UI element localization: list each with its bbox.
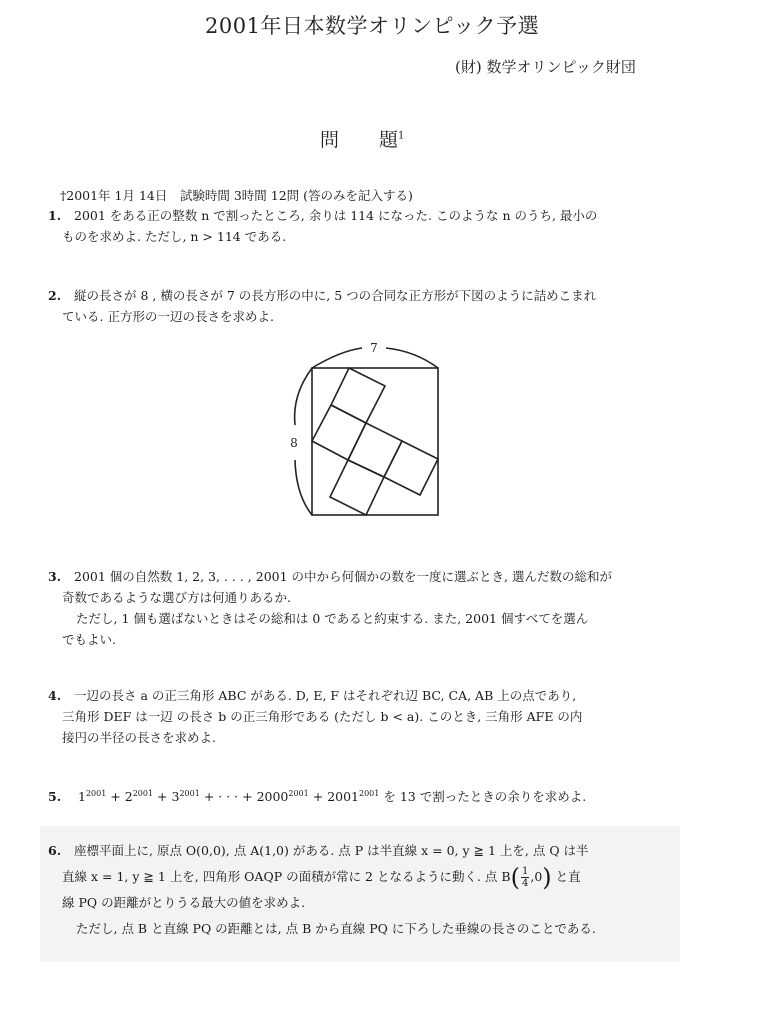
problem-6 <box>48 838 688 942</box>
problem-number: 3. <box>48 569 62 584</box>
problem-number: 5. <box>48 789 62 805</box>
exponent: 2001 <box>288 789 309 798</box>
problem-text: ている. 正方形の一辺の長さを求めよ. <box>62 309 274 324</box>
squares-in-rectangle-figure <box>270 335 460 525</box>
term: 3 <box>171 789 180 805</box>
width-label: 7 <box>370 341 378 355</box>
height-label: 8 <box>290 436 298 450</box>
problem-3 <box>48 566 688 650</box>
problem-text-segment: と直 <box>555 869 581 884</box>
problem-number: 2. <box>48 288 62 303</box>
problem-text: 奇数であるような選び方は何通りあるか. <box>62 590 291 605</box>
problem-2 <box>48 285 688 327</box>
problem-text: 接円の半径の長さを求めよ. <box>62 730 216 745</box>
ellipsis: + · · · + <box>203 789 253 805</box>
term: 2 <box>124 789 133 805</box>
problem-text: 2001 個の自然数 1, 2, 3, . . . , 2001 の中から何個かの数を一度に選ぶとき, 選んだ数の総和が <box>74 569 612 584</box>
problem-text: 三角形 DEF は一辺 の長さ b の正三角形である (ただし b < a). このとき, 三角形 AFE の内 <box>62 709 583 724</box>
fraction <box>521 866 529 889</box>
document-title: 2001年日本数学オリンピック予選 <box>205 14 540 38</box>
problem-1 <box>48 205 688 247</box>
problem-text: 線 PQ の距離がとりうる最大の値を求めよ. <box>62 895 306 910</box>
coordinate-tail: ,0 <box>530 869 543 884</box>
plus-sign: + <box>110 789 121 805</box>
problem-number: 1. <box>48 208 62 223</box>
problem-text: でもよい. <box>62 632 116 647</box>
problem-number: 4. <box>48 688 62 703</box>
problem-text: を 13 で割ったときの余りを求めよ. <box>383 789 587 805</box>
exam-info: †2001年 1月 14日 試験時間 3時間 12問 (答のみを記入する) <box>60 188 413 203</box>
problem-text: ものを求めよ. ただし, n > 114 である. <box>62 229 287 244</box>
denominator: 4 <box>521 878 529 889</box>
problem-text: 縦の長さが 8 , 横の長さが 7 の長方形の中に, 5 つの合同な正方形が下図のように詰めこまれ <box>74 288 597 303</box>
problem-number: 6. <box>48 843 62 858</box>
plus-sign: + <box>312 789 324 805</box>
problem-text: 2001 をある正の整数 n で割ったところ, 余りは 114 になった. このような n のうち, 最小の <box>74 208 598 223</box>
problem-4 <box>48 685 688 748</box>
problem-text-segment: 直線 x = 1, y ≧ 1 上を, 四角形 OAQP の面積が常に 2 となるように動く. 点 B <box>62 869 511 884</box>
problem-text: ただし, 1 個も選ばないときはその総和は 0 であると約束する. また, 2001 個すべてを選ん <box>76 611 589 626</box>
term: 2000 <box>256 789 289 805</box>
left-paren: ( <box>510 863 520 892</box>
footnote-mark: 1 <box>398 130 405 142</box>
right-paren: ) <box>542 863 552 892</box>
exponent: 2001 <box>179 789 200 798</box>
numerator: 1 <box>521 866 529 877</box>
section-heading-left: 問 <box>320 129 340 151</box>
term: 2001 <box>327 789 359 805</box>
problem-text <box>48 864 688 890</box>
exponent: 2001 <box>132 789 154 798</box>
exponent: 2001 <box>359 789 380 798</box>
term: 1 <box>77 789 86 805</box>
problem-text: 一辺の長さ a の正三角形 ABC がある. D, E, F はそれぞれ辺 BC, CA, AB 上の点であり, <box>74 688 577 703</box>
problem-text: 座標平面上に, 原点 O(0,0), 点 A(1,0) がある. 点 P は半直線 x = 0, y ≧ 1 上を, 点 Q は半 <box>74 843 589 858</box>
organization-name: (財) 数学オリンピック財団 <box>455 58 636 76</box>
problem-text: ただし, 点 B と直線 PQ の距離とは, 点 B から直線 PQ に下ろした垂線の長さのことである. <box>76 921 596 936</box>
section-heading <box>320 125 404 152</box>
plus-sign: + <box>157 789 168 805</box>
problem-5 <box>48 783 688 807</box>
exponent: 2001 <box>85 789 107 798</box>
section-heading-right: 題 <box>379 129 399 151</box>
